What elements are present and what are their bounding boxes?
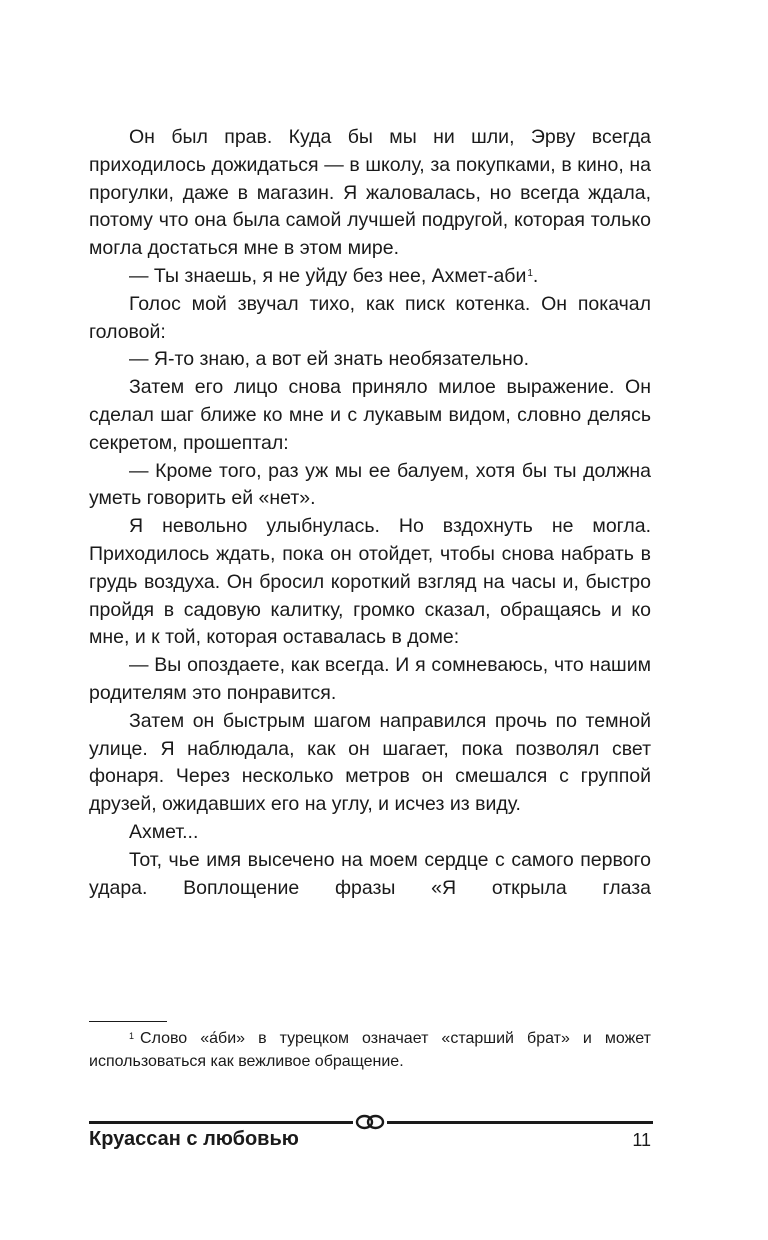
paragraph: — Я-то знаю, а вот ей знать необязательно.	[129, 348, 530, 371]
footnote	[89, 1027, 651, 1073]
paragraph: Затем его лицо снова приняло милое выражение. Он сделал шаг ближе ко мне и с лукавым видом, словно делясь секретом, прошептал:	[89, 376, 651, 454]
page-number: 11	[632, 1130, 651, 1150]
paragraph: Голос мой звучал тихо, как писк котенка. Он покачал головой:	[89, 292, 651, 343]
paragraph-period: .	[532, 264, 539, 287]
paragraph: Затем он быстрым шагом направился прочь по темной улице. Я наблюдала, как он шагает, пока позволял свет фонаря. Через несколько метров он смешался с группой друзей, ожидавших его на углу, и исчез из виду.	[89, 709, 651, 816]
paragraph	[89, 263, 651, 291]
paragraph: Тот, чье имя высечено на моем сердце с самого первого удара. Воплощение фразы «Я открыла глаза	[89, 848, 651, 899]
paragraph: Ахмет...	[129, 820, 199, 843]
paragraph: — Вы опоздаете, как всегда. И я сомневаюсь, что нашим родителям это понравится.	[89, 654, 651, 704]
paragraph: Я невольно улыбнулась. Но вздохнуть не могла. Приходилось ждать, пока он отойдет, чтобы снова набрать в грудь воздуха. Он бросил короткий взгляд на часы и, быстро пройдя в садовую калитку, громко сказал, обращаясь и ко мне, и к той, которая оставалась в доме:	[89, 515, 651, 649]
paragraph: Он был прав. Куда бы мы ни шли, Эрву всегда приходилось дожидаться — в школу, за покупками, в кино, на прогулки, даже в магазин. Я жаловалась, но всегда ждала, потому что она была самой лучшей подругой, которая только могла достаться мне в этом мире.	[89, 126, 651, 260]
paragraph-text: — Ты знаешь, я не уйду без нее, Ахмет-аби	[129, 264, 527, 287]
footnote-reference[interactable]: 1	[527, 267, 533, 279]
infinity-ornament-icon	[353, 1111, 387, 1133]
paragraph: — Кроме того, раз уж мы ее балуем, хотя бы ты должна уметь говорить ей «нет».	[89, 459, 651, 510]
footnote-text: Слово «а́би» в турецком означает «старший брат» и может использоваться как вежливое обращение.	[89, 1030, 651, 1070]
footnote-separator	[89, 1021, 167, 1022]
body-text	[89, 124, 651, 902]
footnote-mark: 1	[129, 1031, 135, 1041]
running-title: Круассан с любовью	[89, 1128, 299, 1150]
